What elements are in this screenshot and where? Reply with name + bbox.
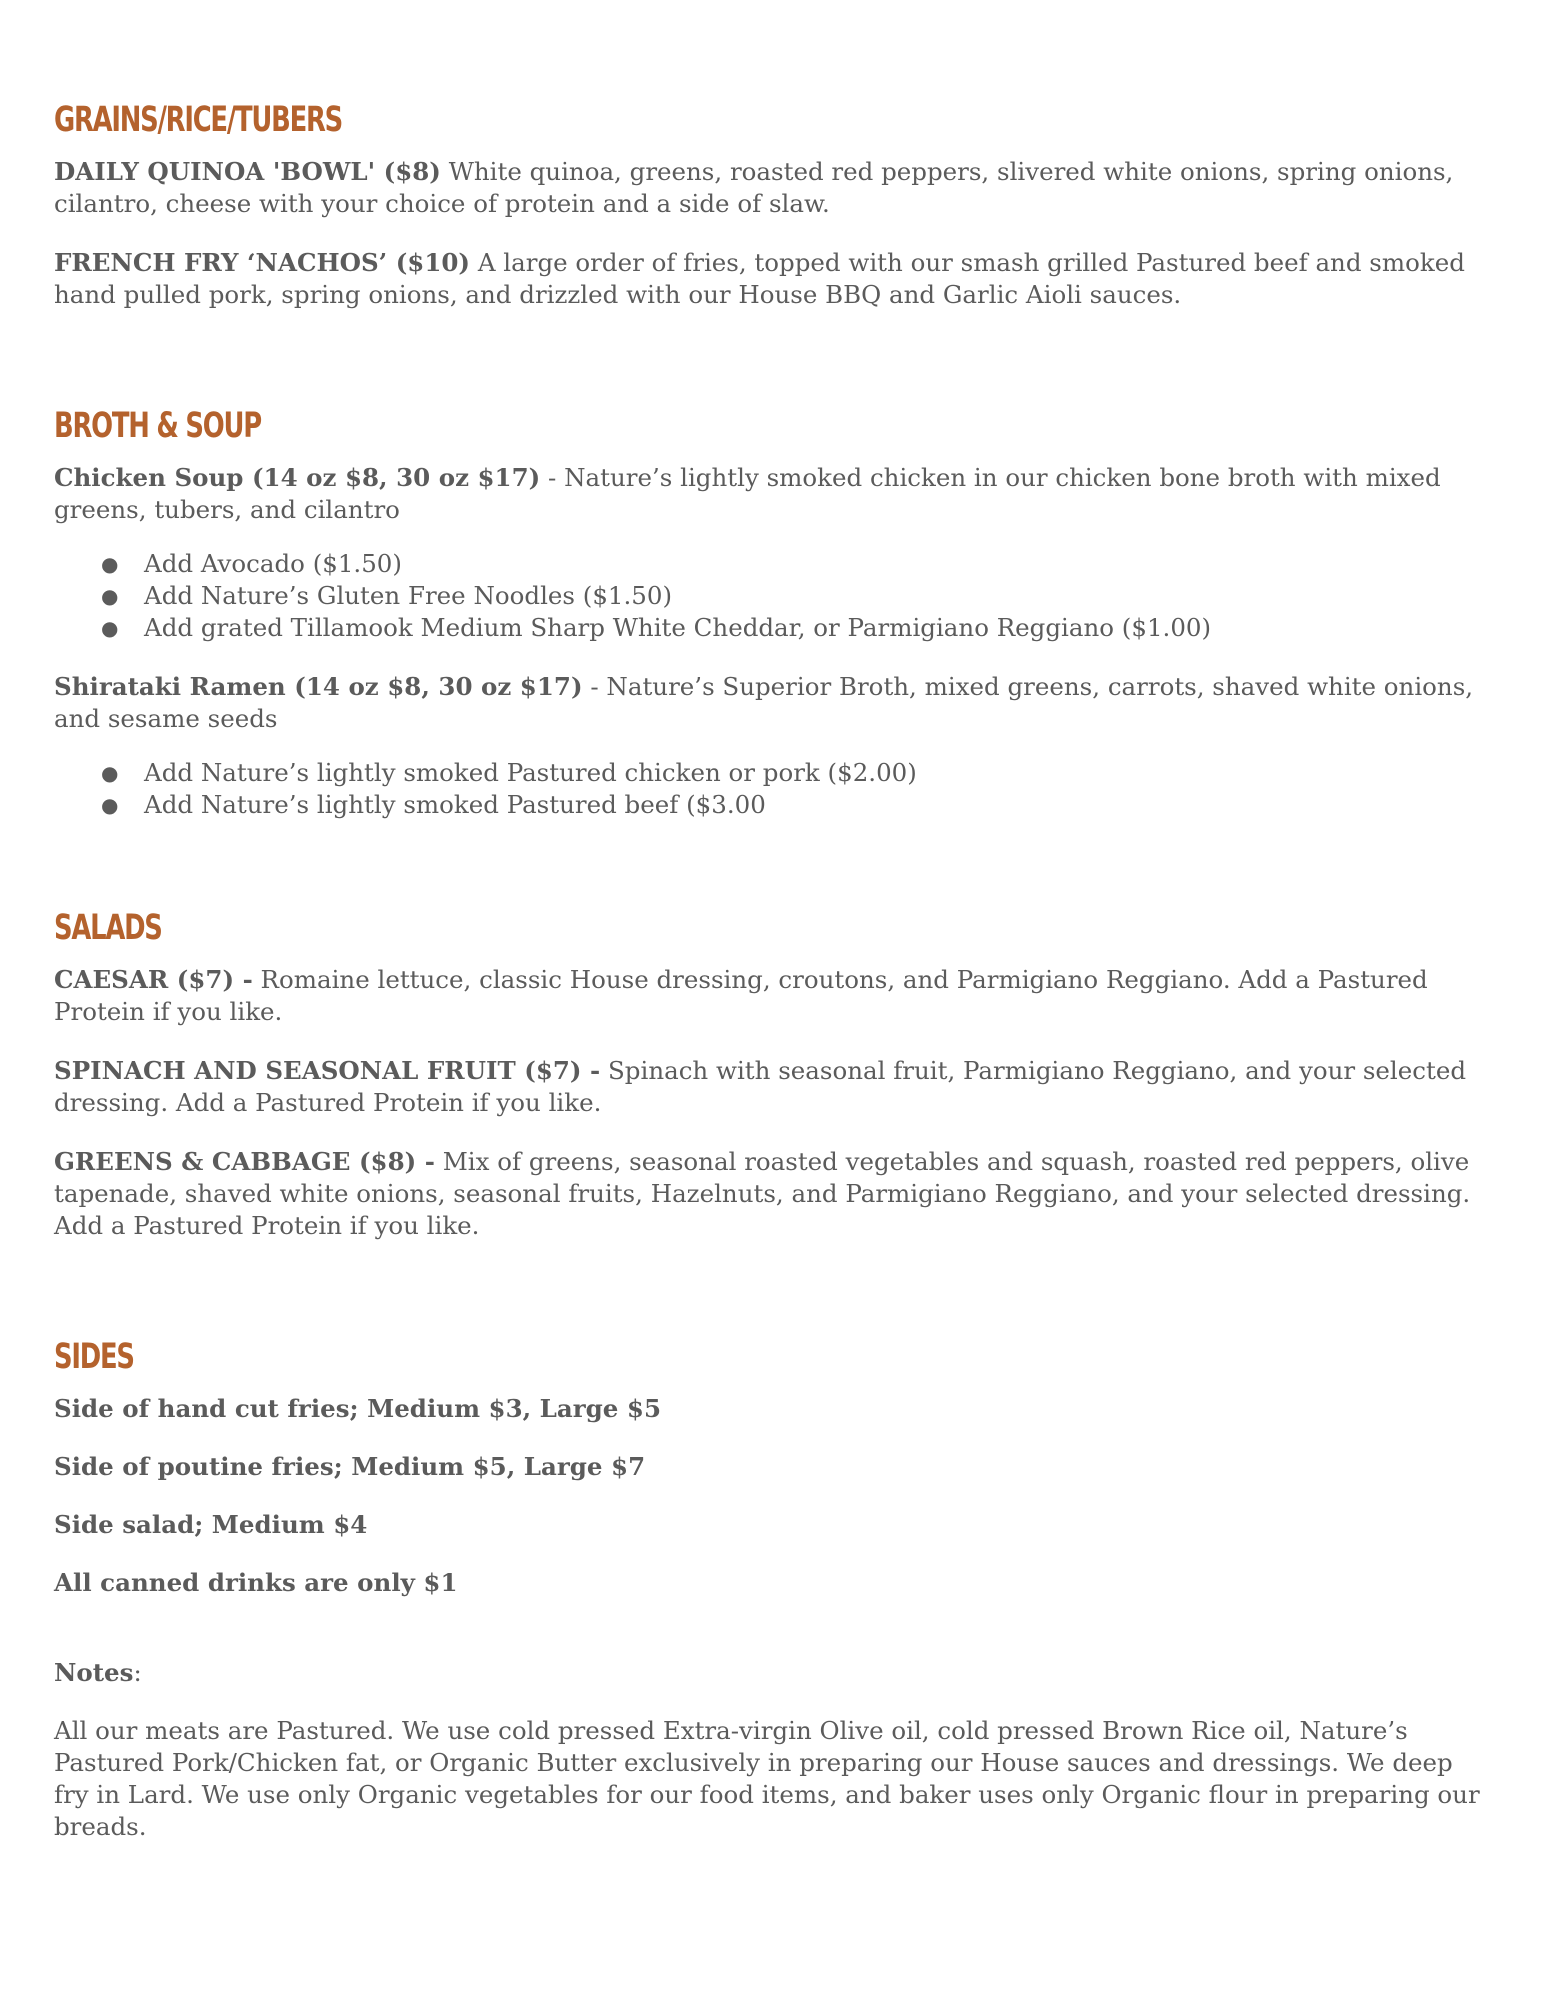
bullet-icon: ● [101,552,119,576]
addon-item [54,548,1494,580]
menu-item-title: DAILY QUINOA 'BOWL' ($8) [54,157,441,186]
side-item: All canned drinks are only $1 [54,1568,458,1597]
menu-page [54,96,1494,1843]
menu-item-description: - Nature’s Superior Broth, mixed greens, carrots, shaved white onions, and sesame seeds [54,672,1474,733]
menu-item-title: CAESAR ($7) - [54,965,253,994]
menu-item-description: Mix of greens, seasonal roasted vegetables and squash, roasted red peppers, olive tapenade, shaved white onions, seasonal fruits, Hazelnuts, and Parmigiano Reggiano, and your selected dressing. Add a Pastured Protein if you like. [54,1147,1471,1240]
addon-text: Add Nature’s lightly smoked Pastured beef ($3.00 [144,790,766,819]
side-item: Side of poutine fries; Medium $5, Large $7 [54,1452,646,1481]
menu-item-fry-nachos [54,247,1494,311]
menu-item-title: GREENS & CABBAGE ($8) - [54,1147,435,1176]
menu-item-description: White quinoa, greens, roasted red peppers, slivered white onions, spring onions, cilantro, cheese with your choice of protein and a side of slaw. [54,157,1454,218]
bullet-icon: ● [101,616,119,640]
menu-item-caesar [54,964,1494,1028]
menu-item-spinach-fruit [54,1055,1494,1119]
menu-item-chicken-soup [54,462,1494,526]
section-heading-salads: SALADS [54,908,162,948]
addon-item [54,580,1494,612]
addon-item [54,757,1494,789]
menu-item-shirataki-ramen [54,671,1494,735]
menu-item-description: - Nature’s lightly smoked chicken in our chicken bone broth with mixed greens, tubers, and cilantro [54,463,1441,524]
bullet-icon: ● [101,584,119,608]
bullet-icon: ● [101,793,119,817]
notes-label-bold: Notes [54,1658,134,1687]
section-spacer [54,338,1494,402]
addon-text: Add Nature’s lightly smoked Pastured chicken or pork ($2.00) [144,758,917,787]
section-spacer [54,848,1494,904]
section-heading-sides: SIDES [54,1337,134,1377]
addon-list-ramen [54,757,1494,821]
notes-text: All our meats are Pastured. We use cold pressed Extra-virgin Olive oil, cold pressed Brown Rice oil, Nature’s Pastured Pork/Chicken fat, or Organic Butter exclusively in preparing our House sauces and dressings. We deep fry in Lard. We use only Organic vegetables for our food items, and baker uses only Organic flour in preparing our breads. [54,1716,1480,1841]
menu-item-title: SPINACH AND SEASONAL FRUIT ($7) - [54,1056,601,1085]
addon-list-chicken-soup [54,548,1494,644]
notes-label-colon: : [133,1658,142,1687]
section-heading-grains: GRAINS/RICE/TUBERS [54,100,343,140]
notes-label [54,1657,1494,1689]
menu-item-description: Romaine lettuce, classic House dressing, croutons, and Parmigiano Reggiano. Add a Pastured Protein if you like. [54,965,1428,1026]
side-item: Side of hand cut fries; Medium $3, Large $5 [54,1394,662,1423]
menu-item-title: FRENCH FRY ‘NACHOS’ ($10) [54,248,471,277]
addon-item [54,789,1494,821]
menu-item-description: Spinach with seasonal fruit, Parmigiano Reggiano, and your selected dressing. Add a Pastured Protein if you like. [54,1056,1467,1117]
section-spacer [54,1269,1494,1333]
menu-item-greens-cabbage [54,1146,1494,1242]
addon-item [54,612,1494,644]
side-item: Side salad; Medium $4 [54,1510,368,1539]
menu-item-title: Shirataki Ramen (14 oz $8, 30 oz $17) [54,672,583,701]
menu-item-title: Chicken Soup (14 oz $8, 30 oz $17) [54,463,541,492]
bullet-icon: ● [101,761,119,785]
section-heading-broth: BROTH & SOUP [54,406,261,446]
menu-item-description: A large order of fries, topped with our smash grilled Pastured beef and smoked hand pulled pork, spring onions, and drizzled with our House BBQ and Garlic Aioli sauces. [54,248,1465,309]
menu-item-quinoa-bowl [54,156,1494,220]
addon-text: Add Nature’s Gluten Free Noodles ($1.50) [144,581,673,610]
addon-text: Add Avocado ($1.50) [144,549,402,578]
addon-text: Add grated Tillamook Medium Sharp White Cheddar, or Parmigiano Reggiano ($1.00) [144,613,1212,642]
